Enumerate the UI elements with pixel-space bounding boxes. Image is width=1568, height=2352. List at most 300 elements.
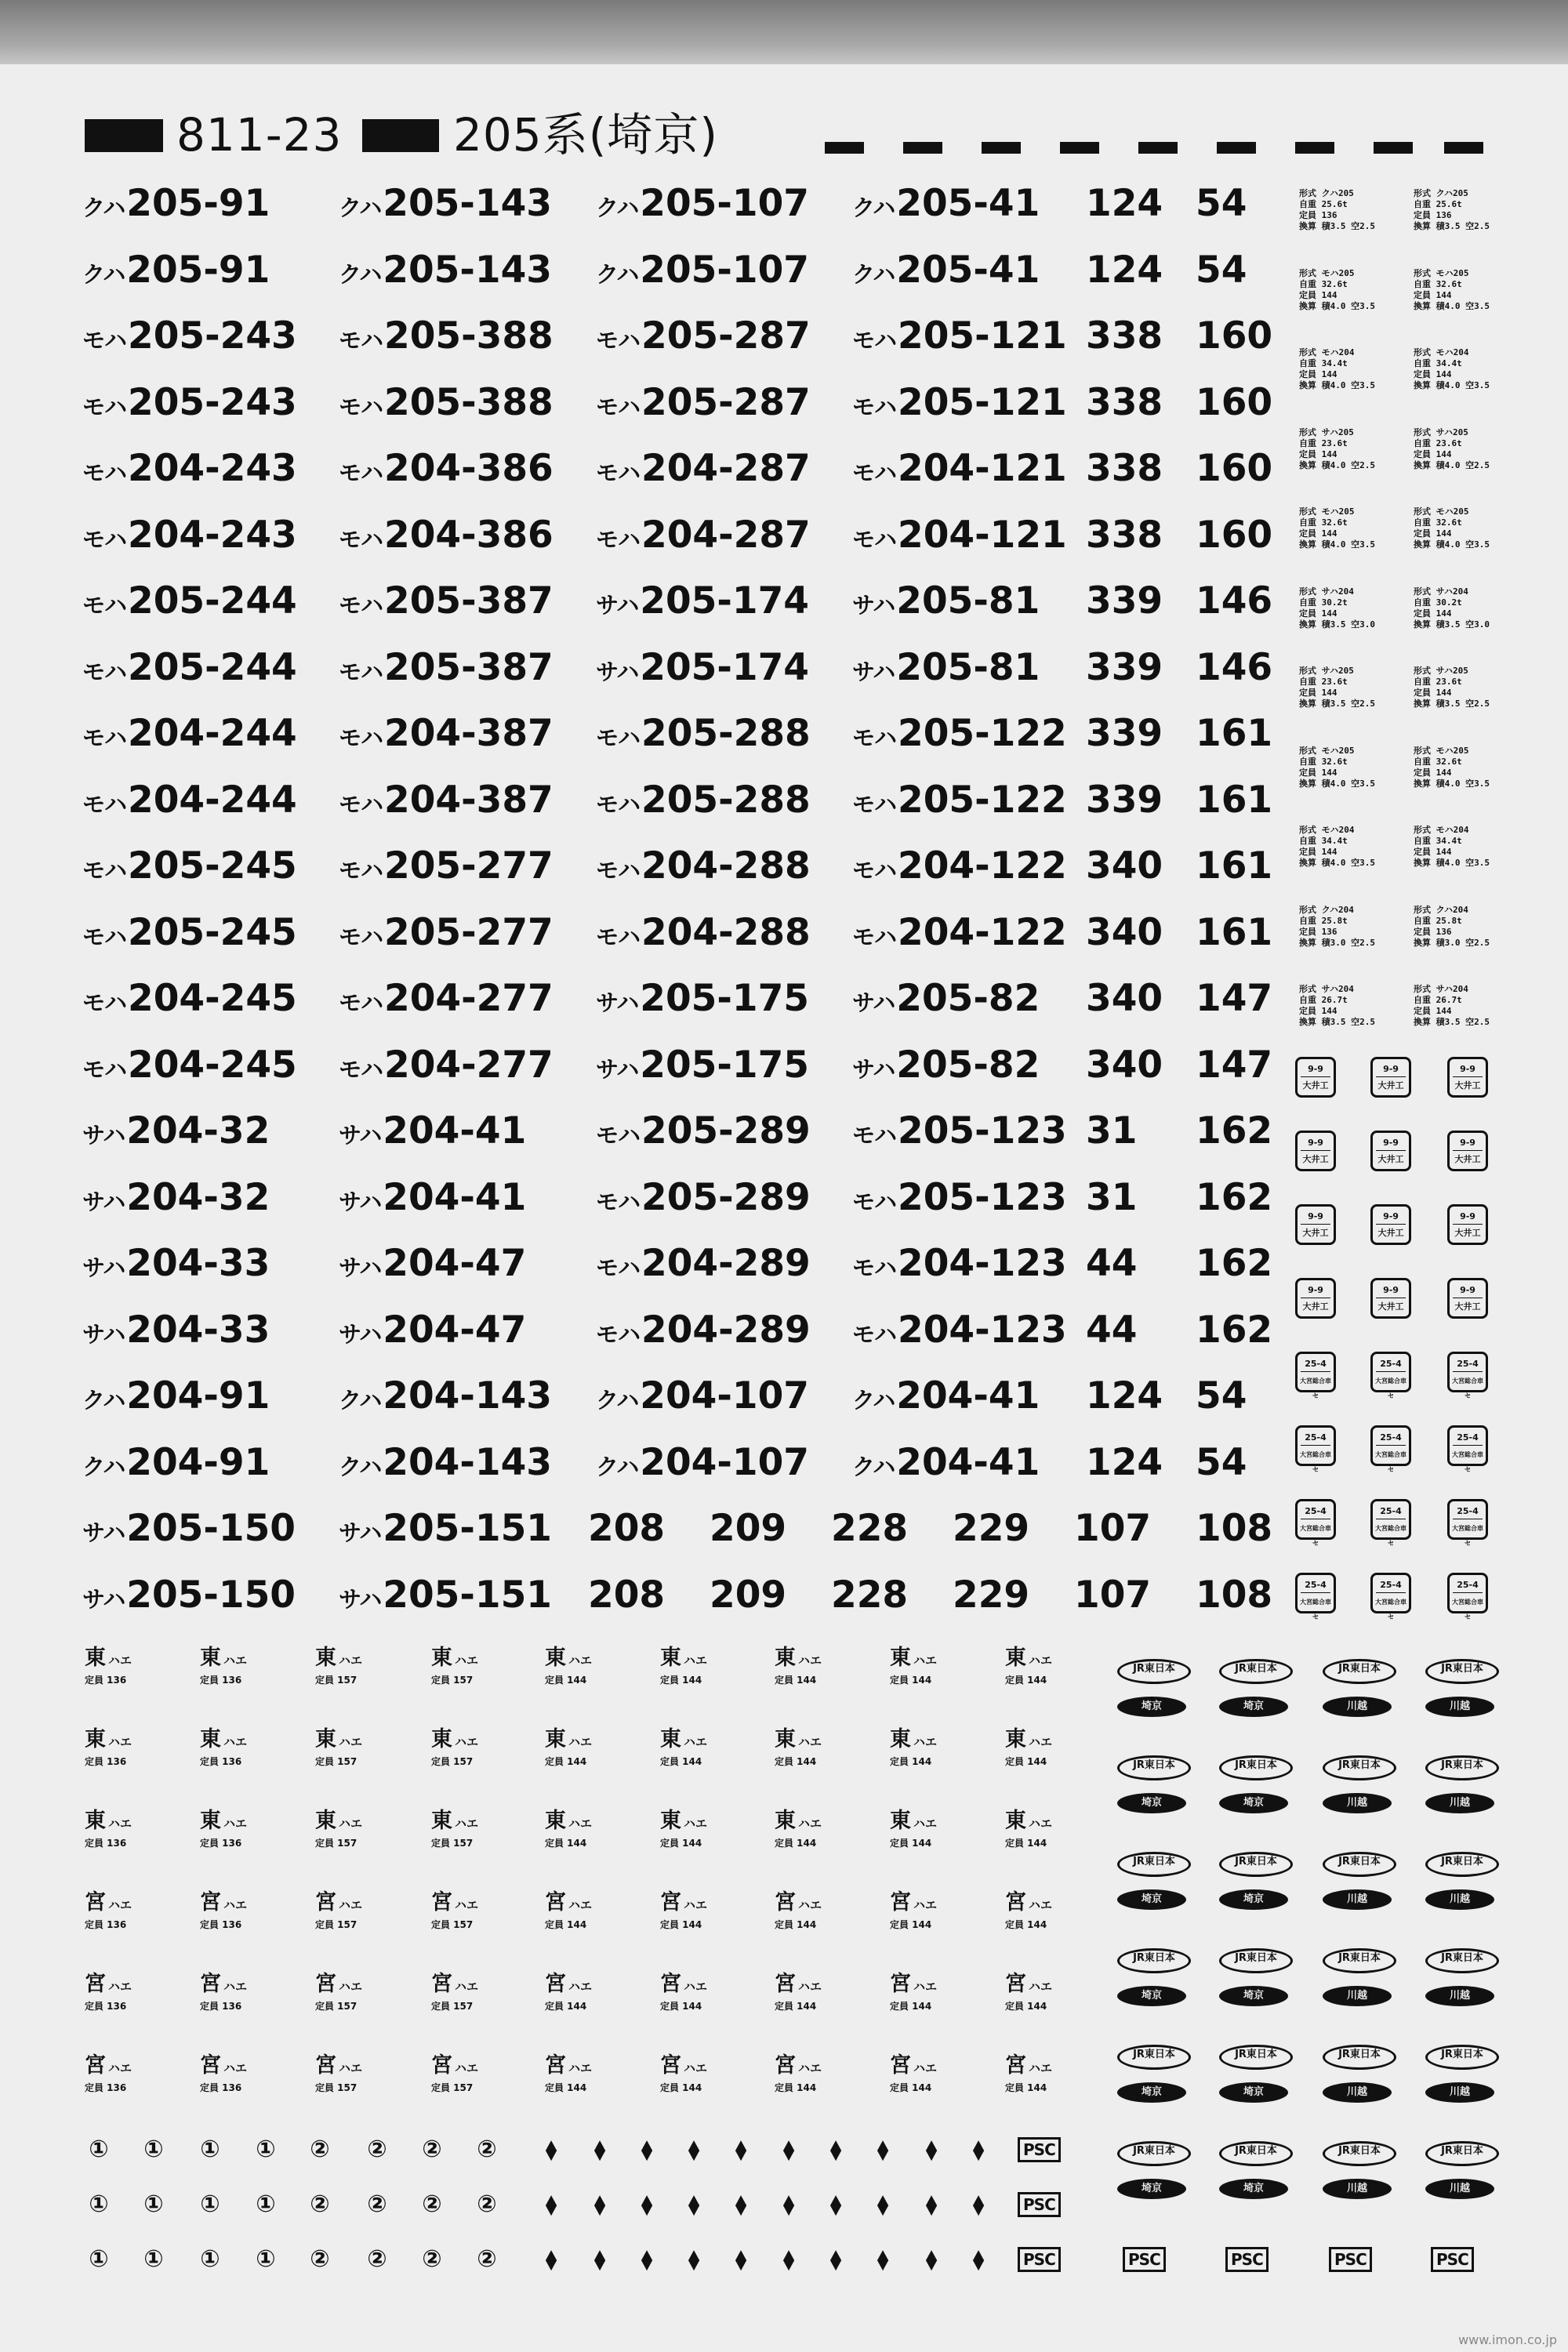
depot-code	[775, 1889, 829, 1918]
depot-mark	[890, 1726, 945, 1773]
spec-line: 定員 144	[1414, 608, 1452, 619]
depot-subcode: ハエ	[913, 1898, 938, 1912]
depot-mark	[85, 1971, 140, 2018]
car-class-prefix: クハ	[596, 1387, 639, 1414]
capacity-caption: 定員 136	[85, 1756, 127, 1767]
inspection-shop: 大宮総合車セ	[1375, 1451, 1406, 1473]
car-class-prefix: モハ	[339, 592, 383, 619]
car-number: 205-289	[641, 1175, 811, 1219]
capacity-caption: 定員 144	[545, 2001, 587, 2012]
car-number: 161	[1196, 712, 1273, 755]
car-number: 204-143	[383, 1374, 552, 1417]
inspection-shop: 大宮総合車セ	[1452, 1451, 1483, 1473]
car-number-label	[82, 644, 297, 691]
car-class-prefix: モハ	[852, 790, 897, 818]
inspection-shop: 大井工	[1454, 1154, 1481, 1164]
car-number-label	[596, 1307, 811, 1354]
depot-code	[775, 1645, 829, 1674]
spec-line: 定員 144	[1299, 1006, 1338, 1016]
car-class-prefix: モハ	[339, 989, 383, 1016]
spec-line: 形式 クハ205	[1299, 188, 1354, 198]
car-number: 204-243	[128, 513, 297, 557]
depot-code	[890, 1889, 945, 1918]
header-dash	[903, 142, 942, 154]
inspection-date: 25-4	[1301, 1578, 1330, 1593]
spec-line: 形式 クハ204	[1299, 904, 1354, 915]
car-number: 162	[1196, 1109, 1273, 1152]
car-class-prefix: モハ	[339, 923, 383, 950]
psc-mark: PSC	[1123, 2247, 1166, 2272]
inspection-mark	[1370, 1278, 1411, 1319]
depot-subcode: ハエ	[108, 2061, 132, 2075]
spec-line: 換算 積4.0 空3.5	[1414, 300, 1490, 311]
depot-kanji: 東	[431, 1646, 452, 1670]
depot-kanji: 東	[660, 1727, 681, 1751]
car-number: 229	[953, 1573, 1030, 1617]
car-number: 124	[1086, 182, 1163, 225]
depot-mark	[315, 1808, 370, 1855]
car-number: 205-41	[896, 248, 1040, 292]
car-class-prefix: モハ	[82, 592, 127, 619]
depot-code	[660, 1726, 715, 1755]
line-name-plate: 川越	[1323, 1889, 1392, 1910]
capacity-caption: 定員 157	[315, 2001, 358, 2012]
spec-line: 換算 積3.5 空2.5	[1414, 221, 1490, 231]
spec-block	[1414, 347, 1506, 413]
spec-line: 自重 26.7t	[1299, 995, 1348, 1005]
car-class-prefix: モハ	[82, 393, 127, 420]
car-number-label	[82, 1572, 296, 1619]
depot-mark	[315, 1971, 370, 2018]
inspection-mark	[1370, 1573, 1411, 1621]
inspection-date: 9-9	[1376, 1062, 1406, 1077]
car-number-label	[339, 843, 554, 890]
capacity-caption: 定員 136	[200, 2082, 242, 2093]
jr-east-plate: JR東日本	[1425, 1755, 1499, 1780]
car-class-prefix: モハ	[852, 923, 897, 950]
diamond-mark: ◆	[925, 2133, 938, 2165]
spec-block	[1414, 427, 1506, 493]
car-class-prefix: モハ	[82, 525, 127, 553]
depot-code	[545, 1726, 600, 1755]
car-number-label	[82, 1307, 270, 1354]
car-class-prefix: モハ	[596, 724, 641, 751]
car-number: 205-151	[383, 1507, 552, 1550]
car-class-prefix: モハ	[339, 857, 383, 884]
capacity-caption: 定員 144	[890, 1919, 932, 1930]
depot-subcode: ハエ	[339, 2061, 363, 2075]
line-name-plate: 埼京	[1219, 1986, 1288, 2006]
header-black-bar-right	[362, 119, 439, 152]
spec-line: 定員 144	[1299, 688, 1338, 698]
spec-line: 定員 144	[1299, 767, 1338, 778]
depot-mark	[1005, 1726, 1060, 1773]
header-dash	[982, 142, 1021, 154]
car-number: 205-287	[641, 380, 811, 424]
car-number-label	[339, 1373, 552, 1420]
car-number: 147	[1196, 1043, 1273, 1087]
car-class-prefix: モハ	[596, 525, 641, 553]
header-dash	[1444, 142, 1483, 154]
car-number: 338	[1086, 314, 1163, 358]
car-number-label	[1196, 1174, 1272, 1221]
inspection-mark	[1295, 1278, 1336, 1319]
psc-mark: PSC	[1018, 2247, 1061, 2272]
depot-kanji: 宮	[315, 1972, 336, 1996]
depot-code	[775, 1726, 829, 1755]
inspection-shop: 大井工	[1454, 1228, 1481, 1238]
header-dash	[825, 142, 864, 154]
depot-code	[315, 1645, 370, 1674]
depot-kanji: 宮	[85, 1890, 106, 1915]
diamond-mark: ◆	[877, 2243, 889, 2274]
depot-subcode: ハエ	[798, 1735, 822, 1749]
inspection-mark	[1370, 1499, 1411, 1547]
inspection-date: 9-9	[1301, 1210, 1330, 1225]
unit-number-mark: ②	[422, 2190, 442, 2218]
car-number: 339	[1086, 645, 1163, 689]
spec-block	[1414, 984, 1506, 1050]
psc-mark: PSC	[1329, 2247, 1372, 2272]
capacity-caption: 定員 136	[200, 1756, 242, 1767]
car-class-prefix: クハ	[852, 194, 895, 221]
car-number-label	[1074, 1505, 1151, 1552]
depot-kanji: 東	[660, 1809, 681, 1833]
car-number-label	[1196, 909, 1272, 956]
depot-subcode: ハエ	[108, 1898, 132, 1912]
depot-kanji: 東	[85, 1809, 106, 1833]
car-number: 204-143	[383, 1440, 552, 1484]
spec-line: 形式 サハ204	[1299, 586, 1354, 597]
capacity-caption: 定員 144	[890, 2082, 932, 2093]
car-number-label	[1086, 1439, 1163, 1486]
depot-kanji: 東	[200, 1727, 221, 1751]
car-number: 205-41	[896, 182, 1040, 225]
car-number: 147	[1196, 977, 1273, 1020]
depot-code	[85, 1726, 140, 1755]
capacity-caption: 定員 144	[775, 1675, 817, 1686]
diamond-mark: ◆	[593, 2188, 606, 2220]
car-class-prefix: サハ	[82, 1122, 125, 1149]
car-number-label	[852, 909, 1067, 956]
car-number: 204-289	[641, 1242, 811, 1285]
spec-line: 換算 積3.5 空2.5	[1299, 699, 1375, 709]
spec-line: 形式 サハ205	[1414, 666, 1468, 676]
car-number-label	[1196, 710, 1272, 757]
spec-line: 定員 136	[1414, 926, 1452, 937]
car-number-label	[1196, 644, 1272, 691]
spec-line: 自重 23.6t	[1414, 437, 1462, 448]
capacity-caption: 定員 144	[775, 2082, 817, 2093]
spec-line: 形式 モハ205	[1414, 267, 1469, 278]
capacity-caption: 定員 144	[890, 2001, 932, 2012]
car-number: 204-287	[641, 513, 811, 557]
car-number-label	[339, 710, 554, 757]
car-number: 204-121	[898, 447, 1067, 490]
depot-kanji: 東	[1005, 1646, 1026, 1670]
spec-line: 形式 モハ204	[1299, 347, 1355, 358]
spec-line: 換算 積3.0 空2.5	[1414, 937, 1490, 948]
depot-kanji: 東	[545, 1727, 566, 1751]
depot-subcode: ハエ	[684, 1898, 708, 1912]
depot-code	[1005, 2053, 1060, 2082]
header-dash	[1295, 142, 1334, 154]
capacity-caption: 定員 144	[545, 1838, 587, 1849]
car-class-prefix: モハ	[596, 459, 641, 486]
depot-mark	[545, 2053, 600, 2100]
depot-code	[85, 1645, 140, 1674]
inspection-date: 9-9	[1453, 1283, 1483, 1298]
car-number: 205-150	[126, 1507, 296, 1550]
depot-mark	[431, 1889, 486, 1936]
car-number: 209	[710, 1507, 787, 1550]
car-class-prefix: モハ	[82, 658, 127, 685]
car-number-label	[852, 512, 1067, 559]
unit-number-mark: ①	[143, 2136, 164, 2163]
depot-mark	[431, 2053, 486, 2100]
car-class-prefix: サハ	[339, 1122, 382, 1149]
car-number-label	[339, 313, 554, 360]
diamond-mark: ◆	[641, 2133, 653, 2165]
car-number-label	[852, 1307, 1067, 1354]
car-number-label	[339, 379, 554, 426]
spec-block	[1414, 666, 1506, 731]
jr-east-plate: JR東日本	[1425, 1852, 1499, 1877]
inspection-shop: 大宮総合車セ	[1375, 1525, 1406, 1547]
depot-code	[85, 2053, 140, 2082]
car-class-prefix: モハ	[852, 1188, 897, 1215]
car-number-label	[596, 710, 811, 757]
unit-number-mark: ①	[256, 2136, 276, 2163]
car-class-prefix: サハ	[339, 1320, 382, 1348]
car-number-label	[1074, 1572, 1151, 1619]
car-class-prefix: モハ	[339, 327, 383, 354]
car-number-label	[339, 1307, 526, 1354]
car-number: 340	[1086, 910, 1163, 954]
line-name-plate: 埼京	[1219, 1793, 1288, 1813]
spec-block	[1299, 586, 1392, 652]
depot-subcode: ハエ	[455, 1898, 479, 1912]
capacity-caption: 定員 144	[775, 2001, 817, 2012]
jr-east-plate: JR東日本	[1117, 2141, 1191, 2166]
line-name-plate: 川越	[1425, 1986, 1494, 2006]
depot-subcode: ハエ	[798, 1817, 822, 1831]
car-number-label	[588, 1572, 665, 1619]
capacity-caption: 定員 144	[1005, 1919, 1047, 1930]
car-number-label	[596, 777, 811, 824]
capacity-caption: 定員 144	[660, 1919, 702, 1930]
car-number-label	[1086, 777, 1163, 824]
car-class-prefix: クハ	[339, 1453, 382, 1480]
diamond-mark: ◆	[593, 2133, 606, 2165]
car-number: 205-243	[128, 380, 297, 424]
car-number-label	[852, 180, 1040, 227]
car-number-label	[596, 1373, 809, 1420]
spec-line: 自重 34.4t	[1299, 358, 1348, 368]
car-number: 205-287	[641, 314, 811, 358]
spec-block	[1299, 746, 1392, 811]
spec-line: 換算 積4.0 空3.5	[1299, 539, 1375, 550]
jr-east-plate: JR東日本	[1117, 1659, 1191, 1684]
car-number-label	[339, 180, 552, 227]
spec-block	[1299, 666, 1392, 731]
diamond-mark: ◆	[829, 2133, 842, 2165]
inspection-shop: 大宮総合車セ	[1452, 1377, 1483, 1399]
depot-subcode: ハエ	[455, 1817, 479, 1831]
car-number-label	[588, 1505, 665, 1552]
car-number: 162	[1196, 1175, 1273, 1219]
spec-line: 定員 144	[1414, 369, 1452, 379]
depot-kanji: 宮	[775, 2053, 796, 2078]
diamond-mark: ◆	[641, 2243, 653, 2274]
depot-subcode: ハエ	[684, 1653, 708, 1668]
depot-mark	[85, 1726, 140, 1773]
inspection-shop: 大宮総合車セ	[1375, 1599, 1406, 1621]
depot-code	[1005, 1971, 1060, 2000]
car-number-label	[852, 1240, 1067, 1287]
diamond-mark: ◆	[782, 2188, 795, 2220]
capacity-caption: 定員 136	[85, 2001, 127, 2012]
car-class-prefix: モハ	[339, 658, 383, 685]
depot-mark	[545, 1645, 600, 1692]
spec-line: 形式 モハ205	[1299, 745, 1355, 756]
car-number-label	[1196, 379, 1272, 426]
line-name-plate: 川越	[1323, 1986, 1392, 2006]
car-number: 205-143	[383, 248, 552, 292]
car-class-prefix: サハ	[596, 1055, 639, 1083]
spec-line: 換算 積4.0 空3.5	[1414, 778, 1490, 789]
spec-line: 自重 32.6t	[1299, 278, 1348, 289]
car-number: 204-289	[641, 1308, 811, 1352]
car-number: 204-123	[898, 1242, 1067, 1285]
car-number-label	[1086, 512, 1163, 559]
car-class-prefix: モハ	[852, 1320, 897, 1348]
car-number-label	[852, 777, 1067, 824]
car-class-prefix: サハ	[339, 1188, 382, 1215]
diamond-mark: ◆	[735, 2243, 747, 2274]
depot-code	[1005, 1726, 1060, 1755]
car-number-label	[339, 1240, 526, 1287]
car-number-label	[596, 975, 809, 1022]
car-number-label	[953, 1505, 1029, 1552]
car-number: 54	[1196, 248, 1247, 292]
depot-subcode: ハエ	[1029, 1735, 1053, 1749]
line-name-plate: 川越	[1323, 1793, 1392, 1813]
car-number: 208	[588, 1507, 666, 1550]
car-class-prefix: クハ	[339, 260, 382, 288]
car-class-prefix: モハ	[339, 525, 383, 553]
line-name-plate: 川越	[1323, 1697, 1392, 1717]
car-number: 205-387	[384, 645, 554, 689]
depot-subcode: ハエ	[108, 1817, 132, 1831]
car-number-label	[339, 1042, 554, 1089]
spec-line: 形式 モハ204	[1414, 825, 1469, 835]
depot-subcode: ハエ	[684, 1817, 708, 1831]
car-number-label	[339, 1572, 552, 1619]
car-class-prefix: モハ	[82, 790, 127, 818]
depot-subcode: ハエ	[568, 1653, 593, 1668]
car-number: 205-82	[896, 977, 1040, 1020]
car-number: 339	[1086, 778, 1163, 822]
car-number: 205-174	[640, 579, 809, 622]
car-number-label	[1086, 710, 1163, 757]
car-number: 205-174	[640, 645, 809, 689]
car-number: 205-245	[128, 844, 297, 887]
inspection-shop: 大宮総合車セ	[1375, 1377, 1406, 1399]
psc-mark: PSC	[1018, 2137, 1061, 2162]
depot-mark	[200, 2053, 255, 2100]
inspection-date: 9-9	[1301, 1062, 1330, 1077]
spec-line: 換算 積4.0 空3.5	[1414, 858, 1490, 868]
unit-number-mark: ②	[422, 2136, 442, 2163]
spec-line: 定員 144	[1414, 448, 1452, 459]
car-number-label	[831, 1572, 908, 1619]
car-number: 124	[1086, 1374, 1163, 1417]
car-number-label	[339, 512, 554, 559]
car-number-label	[339, 909, 554, 956]
car-number-label	[1196, 1307, 1272, 1354]
unit-number-mark: ①	[89, 2190, 109, 2218]
inspection-date: 9-9	[1301, 1283, 1330, 1298]
car-number: 340	[1086, 844, 1163, 887]
spec-line: 形式 サハ205	[1299, 666, 1354, 676]
line-name-plate: 川越	[1323, 2082, 1392, 2103]
car-number: 205-388	[384, 380, 554, 424]
car-number-label	[596, 1240, 811, 1287]
car-class-prefix: クハ	[852, 1453, 895, 1480]
depot-mark	[890, 1808, 945, 1855]
capacity-caption: 定員 144	[660, 2082, 702, 2093]
inspection-date: 25-4	[1376, 1504, 1406, 1519]
car-number: 204-288	[641, 910, 811, 954]
unit-number-mark: ①	[89, 2245, 109, 2273]
depot-mark	[85, 1808, 140, 1855]
depot-kanji: 宮	[545, 1972, 566, 1996]
diamond-mark: ◆	[545, 2188, 557, 2220]
inspection-mark	[1295, 1573, 1336, 1621]
capacity-caption: 定員 144	[545, 2082, 587, 2093]
spec-line: 換算 積3.5 空2.5	[1414, 699, 1490, 709]
capacity-caption: 定員 136	[85, 1838, 127, 1849]
depot-code	[545, 1971, 600, 2000]
car-number-label	[596, 578, 809, 625]
spec-block	[1299, 905, 1392, 971]
unit-number-mark: ①	[200, 2136, 220, 2163]
line-name-plate: 川越	[1425, 1697, 1494, 1717]
depot-kanji: 宮	[431, 2053, 452, 2078]
car-number-label	[82, 379, 297, 426]
spec-block	[1299, 427, 1392, 493]
car-number-label	[339, 1505, 552, 1552]
inspection-shop: 大井工	[1454, 1080, 1481, 1091]
spec-line: 定員 144	[1414, 688, 1452, 698]
depot-kanji: 東	[890, 1727, 911, 1751]
depot-kanji: 宮	[890, 1890, 911, 1915]
inspection-mark	[1295, 1057, 1336, 1098]
diamond-mark: ◆	[593, 2243, 606, 2274]
spec-line: 換算 積3.0 空2.5	[1299, 937, 1375, 948]
inspection-mark	[1295, 1499, 1336, 1547]
depot-code	[431, 1726, 486, 1755]
car-number-label	[1086, 313, 1163, 360]
capacity-caption: 定員 157	[431, 1838, 474, 1849]
inspection-shop: 大井工	[1302, 1301, 1329, 1312]
inspection-mark	[1447, 1499, 1488, 1547]
car-number: 205-107	[640, 248, 809, 292]
car-number: 205-82	[896, 1043, 1040, 1087]
car-class-prefix: モハ	[339, 1055, 383, 1083]
jr-east-plate: JR東日本	[1219, 1659, 1293, 1684]
